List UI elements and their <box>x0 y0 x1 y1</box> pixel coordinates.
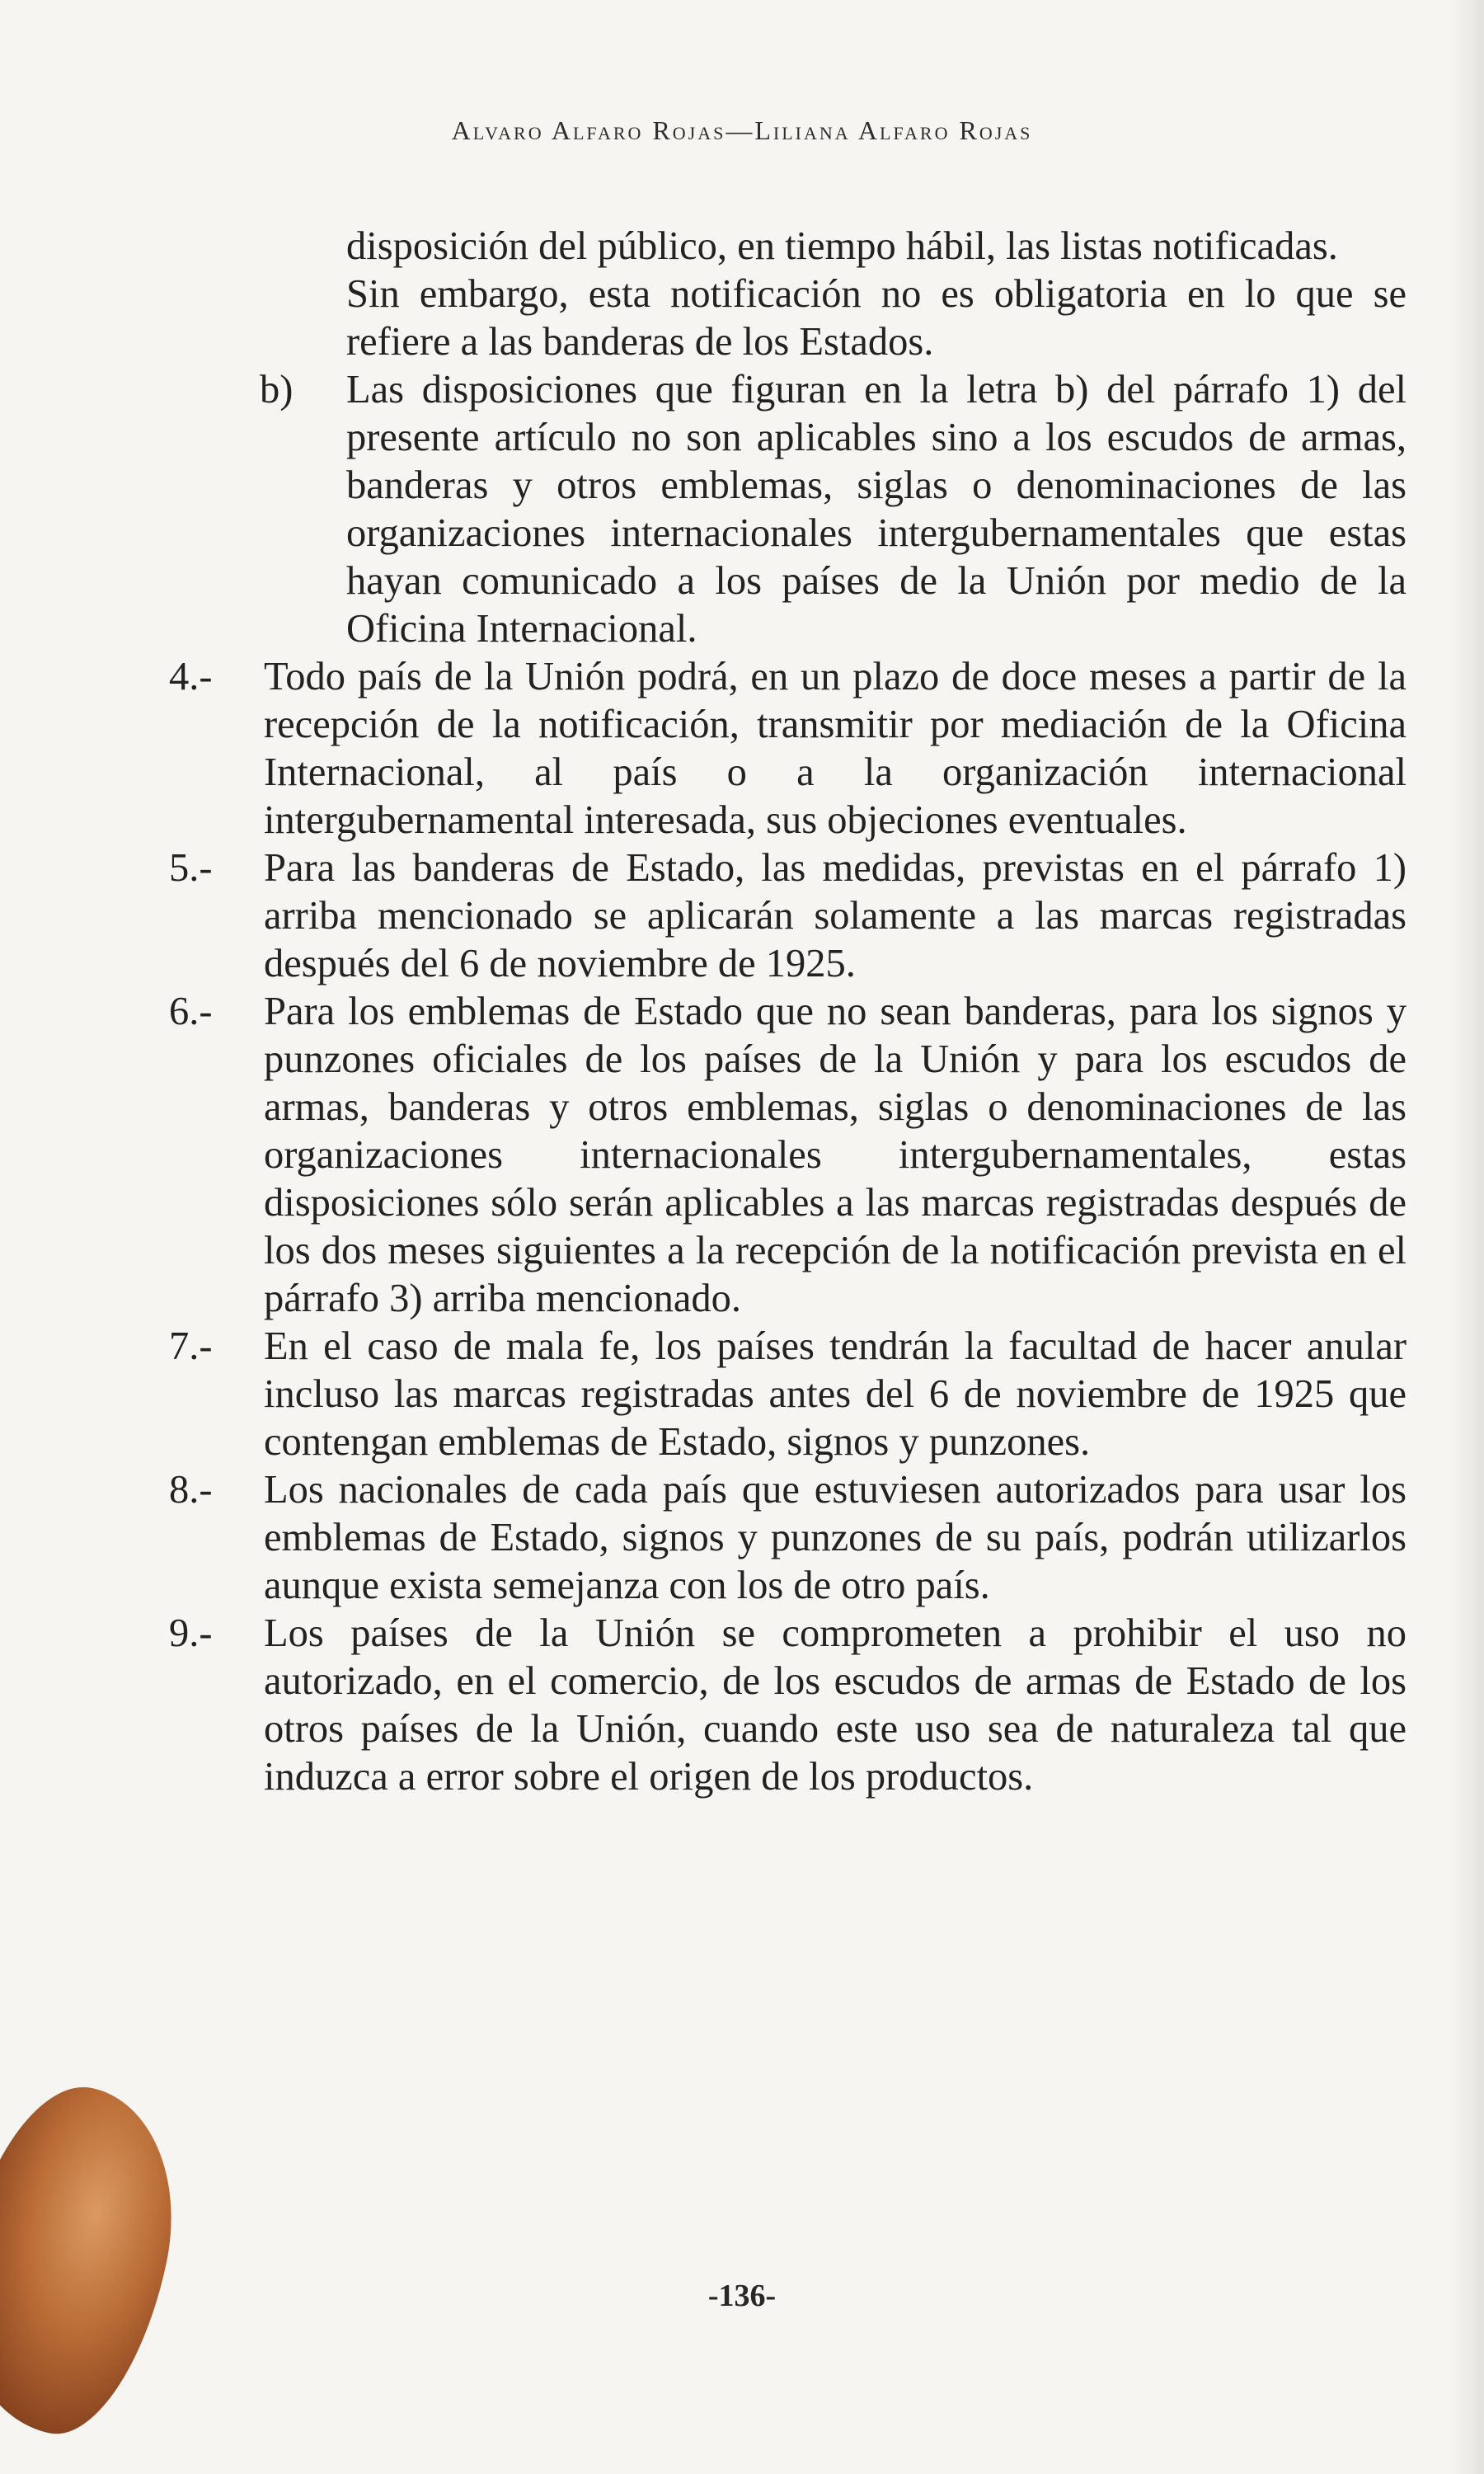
subitem-b-marker: b) <box>260 368 294 412</box>
subitem-b <box>260 366 1407 653</box>
item-marker: 7.- <box>169 1324 213 1368</box>
item-marker: 6.- <box>169 990 213 1033</box>
item-marker: 8.- <box>169 1468 213 1512</box>
item-marker: 4.- <box>169 655 213 698</box>
subitem-b-text: Las disposiciones que figuran en la letra b) del párrafo 1) del presente artículo no son aplicables sino a los escudos de armas, banderas y otros emblemas, siglas o denominaciones de las organizaciones internacionales intergubernamentales que estas hayan comunicado a los países de la Unión por medio de la Oficina Internacional. <box>346 368 1407 651</box>
list-item-7 <box>169 1323 1407 1466</box>
item-text: Para las banderas de Estado, las medidas, previstas en el párrafo 1) arriba mencionado se aplicarán solamente a las marcas registradas después del 6 de noviembre de 1925. <box>264 846 1407 985</box>
thumb-photo-artifact <box>0 2070 199 2450</box>
item-text: Los nacionales de cada país que estuviesen autorizados para usar los emblemas de Estado, signos y punzones de su país, podrán utilizarlos aunque exista semejanza con los de otro país. <box>264 1468 1407 1607</box>
item-text: En el caso de mala fe, los países tendrán la facultad de hacer anular incluso las marcas registradas antes del 6 de noviembre de 1925 que contengan emblemas de Estado, signos y punzones. <box>264 1324 1407 1464</box>
list-item-6 <box>169 988 1407 1323</box>
list-item-8 <box>169 1466 1407 1610</box>
item-text: Para los emblemas de Estado que no sean banderas, para los signos y punzones oficiales de los países de la Unión y para los escudos de armas, banderas y otros emblemas, siglas o denominaciones de las organizaciones internacionales intergubernamentales, estas disposiciones sólo serán aplicables a las marcas registradas después de los dos meses siguientes a la recepción de la notificación prevista en el párrafo 3) arriba mencionado. <box>264 990 1407 1320</box>
body-text <box>0 223 1484 1801</box>
list-item-5 <box>169 844 1407 988</box>
page-number: -136- <box>707 2279 777 2313</box>
item-text: Los países de la Unión se comprometen a prohibir el uso no autorizado, en el comercio, de los escudos de armas de Estado de los otros países de la Unión, cuando este uso sea de naturaleza tal que induzca a error sobre el origen de los productos. <box>264 1611 1407 1799</box>
item-marker: 9.- <box>169 1611 213 1655</box>
continuation-paragraph-2: Sin embargo, esta notificación no es obligatoria en lo que se refiere a las banderas de los Estados. <box>346 272 1407 364</box>
item-text: Todo país de la Unión podrá, en un plazo de doce meses a partir de la recepción de la notificación, transmitir por mediación de la Oficina Internacional, al país o a la organización internacional intergubernamental interesada, sus objeciones eventuales. <box>264 655 1407 842</box>
item-marker: 5.- <box>169 846 213 890</box>
running-head: Alvaro Alfaro Rojas—Liliana Alfaro Rojas <box>451 115 1033 145</box>
list-item-4 <box>169 653 1407 844</box>
list-item-9 <box>169 1610 1407 1801</box>
continuation-paragraph-1: disposición del público, en tiempo hábil, las listas notificadas. <box>346 224 1338 268</box>
